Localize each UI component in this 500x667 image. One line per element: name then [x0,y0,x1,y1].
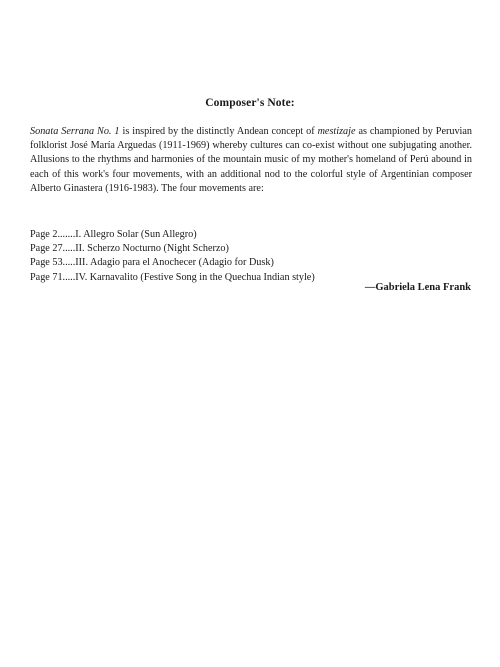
paragraph-text-2: as championed by Peruvian folklorist José María Arguedas (1911-1969) whereby cultures can co-exist without one subjugating another. Allusions to the rhythms and harmonies of the mountain music of my mother's homeland of Perú abound in each of this work's four movements, with an additional nod to the colorful style of Argentinian composer Alberto Ginastera (1916-1983). The four movements are: [30,126,472,194]
note-paragraph [30,125,472,196]
movement-item-3: Page 53.....III. Adagio para el Anochecer (Adagio for Dusk) [30,257,274,269]
movement-list [30,228,470,285]
composer-signature: —Gabriela Lena Frank [364,282,471,293]
mestizaje-term: mestizaje [317,126,356,137]
movement-item-2: Page 27.....II. Scherzo Nocturno (Night Scherzo) [30,243,229,255]
movement-item-4: Page 71.....IV. Karnavalito (Festive Song in the Quechua Indian style) [30,271,315,283]
note-heading: Composer's Note: [205,97,295,109]
paragraph-text-1: is inspired by the distinctly Andean concept of [119,126,318,137]
work-title: Sonata Serrana No. 1 [30,126,120,137]
movement-item-1: Page 2.......I. Allegro Solar (Sun Allegro) [30,229,197,240]
